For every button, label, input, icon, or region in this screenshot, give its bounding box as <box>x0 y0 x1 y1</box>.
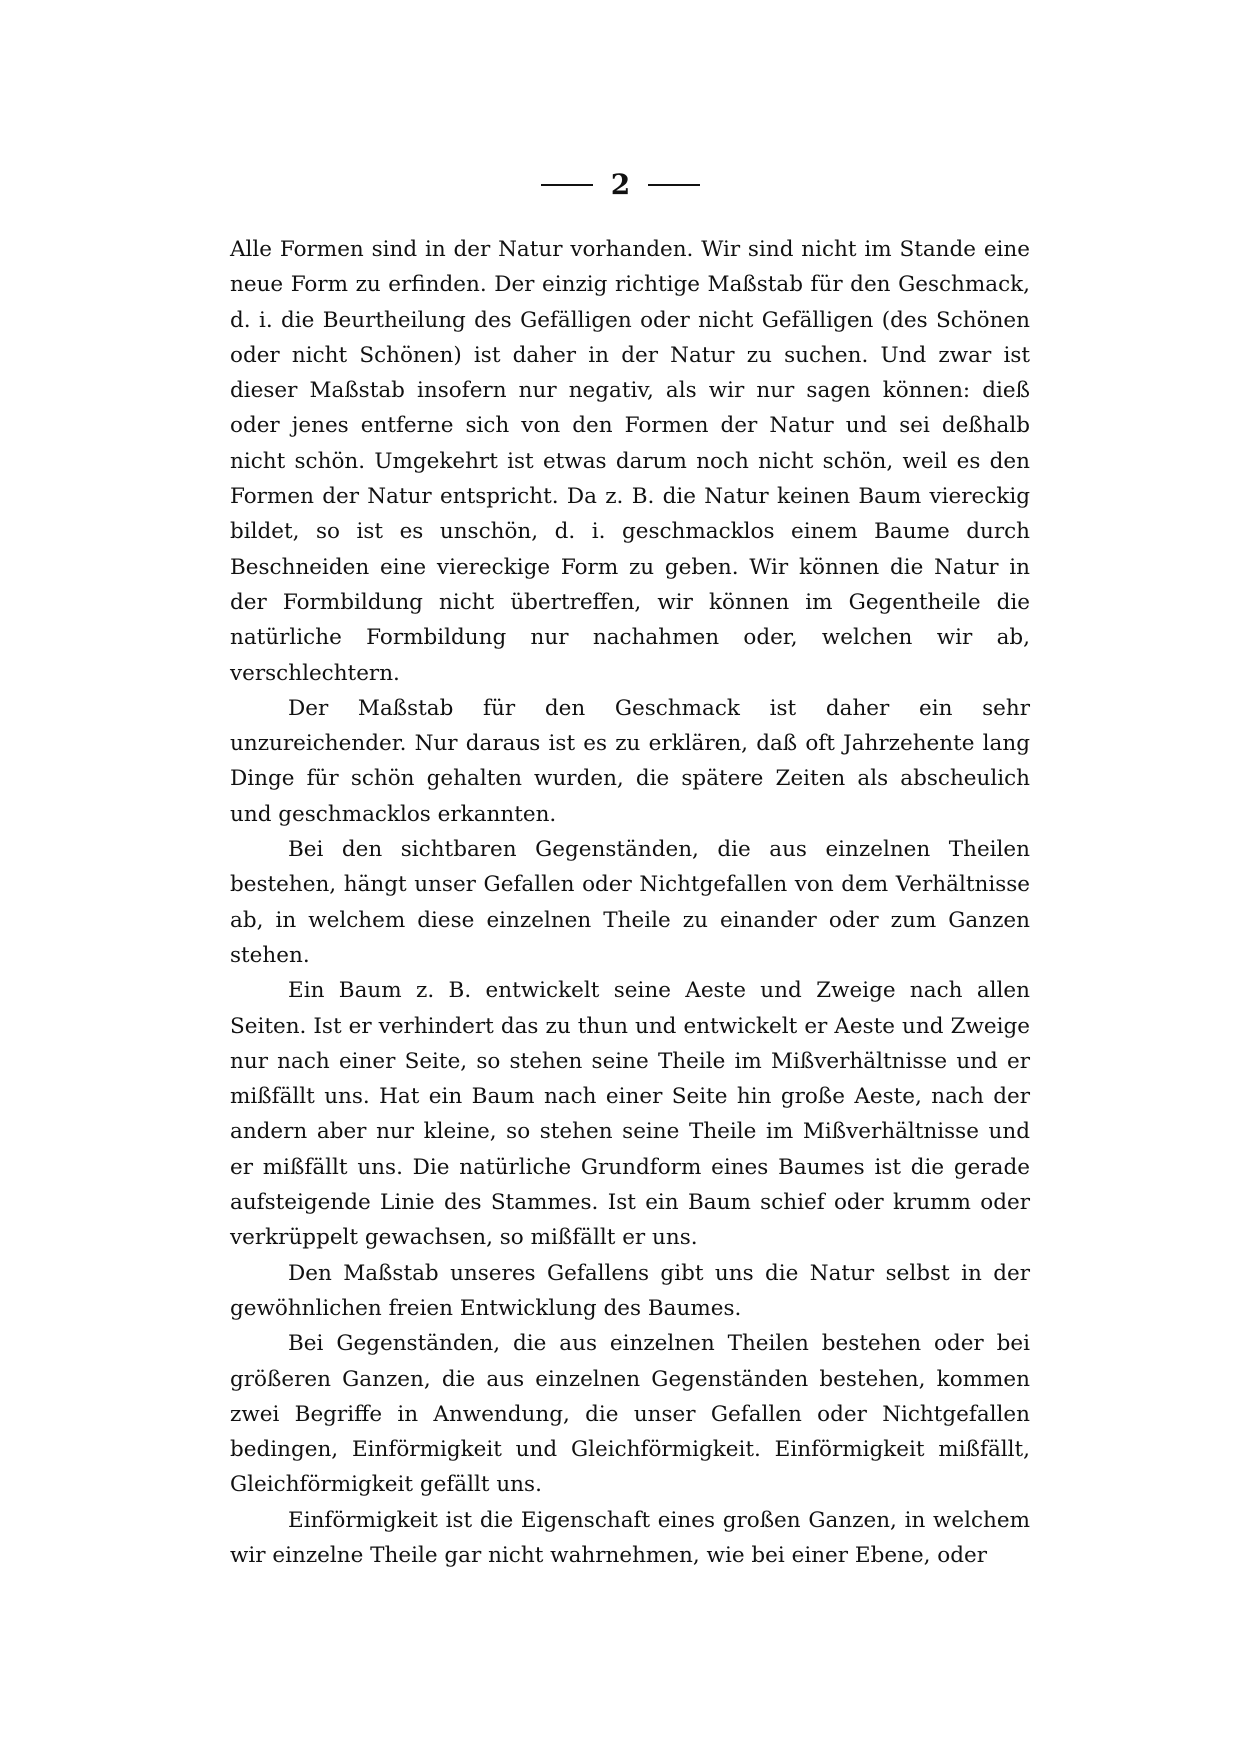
page-number: 2 <box>610 168 631 201</box>
page-header <box>0 168 1241 202</box>
body-text <box>230 232 1030 1573</box>
paragraph: Den Maßstab unseres Gefallens gibt uns die Natur selbst in der gewöhnlichen freien Entwicklung des Baumes. <box>230 1260 1030 1321</box>
header-rule-right <box>648 184 700 186</box>
paragraph: Bei den sichtbaren Gegenständen, die aus einzelnen Theilen bestehen, hängt unser Gefallen oder Nichtgefallen von dem Verhältnisse ab, in welchem diese einzelnen Theile zu einander oder zum Ganzen stehen. <box>230 837 1030 968</box>
paragraph: Alle Formen sind in der Natur vorhanden. Wir sind nicht im Stande eine neue Form zu erfinden. Der einzig richtige Maßstab für den Geschmack, d. i. die Beurtheilung des Gefälligen oder nicht Gefälligen (des Schönen oder nicht Schönen) ist daher in der Natur zu suchen. Und zwar ist dieser Maßstab insofern nur negativ, als wir nur sagen können: dieß oder jenes entferne sich von den Formen der Natur und sei deßhalb nicht schön. Umgekehrt ist etwas darum noch nicht schön, weil es den Formen der Natur entspricht. Da z. B. die Natur keinen Baum viereckig bildet, so ist es unschön, d. i. geschmacklos einem Baume durch Beschneiden eine viereckige Form zu geben. Wir können die Natur in der Formbildung nicht übertreffen, wir können im Gegentheile die natürliche Formbildung nur nachahmen oder, welchen wir ab, verschlechtern. <box>230 237 1030 686</box>
paragraph: Ein Baum z. B. entwickelt seine Aeste und Zweige nach allen Seiten. Ist er verhindert das zu thun und entwickelt er Aeste und Zweige nur nach einer Seite, so stehen seine Theile im Mißverhältnisse und er mißfällt uns. Hat ein Baum nach einer Seite hin große Aeste, nach der andern aber nur kleine, so stehen seine Theile im Mißverhältnisse und er mißfällt uns. Die natürliche Grundform eines Baumes ist die gerade aufsteigende Linie des Stammes. Ist ein Baum schief oder krumm oder verkrüppelt gewachsen, so mißfällt er uns. <box>230 978 1030 1251</box>
paragraph: Einförmigkeit ist die Eigenschaft eines großen Ganzen, in welchem wir einzelne Theile gar nicht wahrnehmen, wie bei einer Ebene, oder <box>230 1507 1030 1568</box>
paragraph: Bei Gegenständen, die aus einzelnen Theilen bestehen oder bei größeren Ganzen, die aus einzelnen Gegenständen bestehen, kommen zwei Begriffe in Anwendung, die unser Gefallen oder Nichtgefallen bedingen, Einförmigkeit und Gleichförmigkeit. Einförmigkeit mißfällt, Gleichförmigkeit gefällt uns. <box>230 1331 1030 1498</box>
header-rule-left <box>541 184 593 186</box>
paragraph: Der Maßstab für den Geschmack ist daher ein sehr unzureichender. Nur daraus ist es zu erklären, daß oft Jahrzehente lang Dinge für schön gehalten wurden, die spätere Zeiten als abscheulich und geschmacklos erkannten. <box>230 695 1030 827</box>
